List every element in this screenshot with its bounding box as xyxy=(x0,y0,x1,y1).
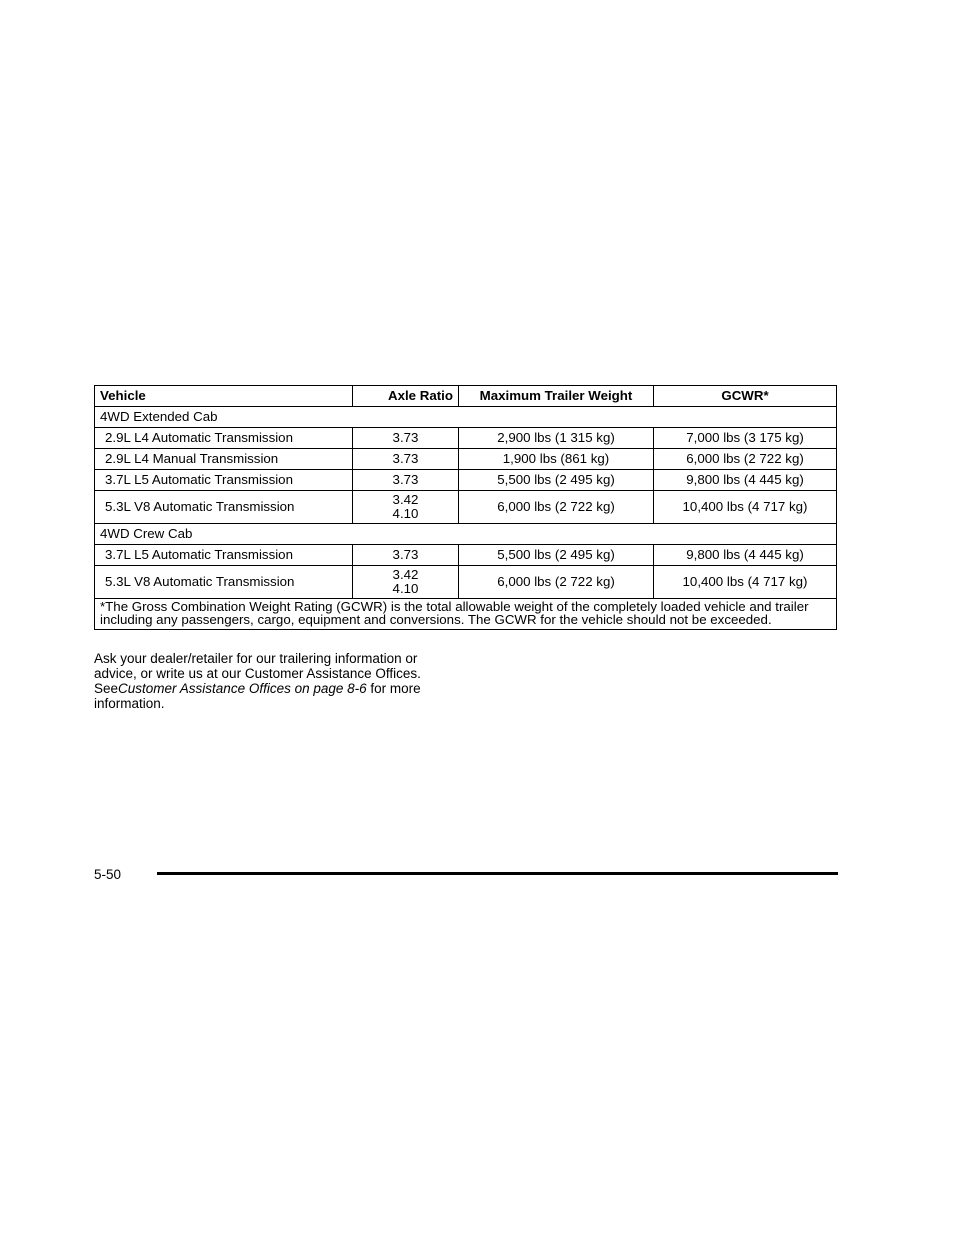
table-row xyxy=(95,545,837,566)
footer-rule xyxy=(157,872,838,875)
group-row xyxy=(95,407,837,428)
group-label: 4WD Crew Cab xyxy=(95,524,837,545)
table-row xyxy=(95,491,837,524)
header-vehicle: Vehicle xyxy=(95,386,353,407)
cell-gcwr: 6,000 lbs (2 722 kg) xyxy=(654,449,837,470)
paragraph-text-end: for more information. xyxy=(94,681,421,711)
cell-axle-ratio xyxy=(353,449,459,470)
group-label: 4WD Extended Cab xyxy=(95,407,837,428)
cell-gcwr: 9,800 lbs (4 445 kg) xyxy=(654,470,837,491)
axle-value: 3.73 xyxy=(392,451,419,466)
axle-value: 4.10 xyxy=(392,506,419,521)
cell-gcwr: 10,400 lbs (4 717 kg) xyxy=(654,491,837,524)
cell-max-trailer-weight: 6,000 lbs (2 722 kg) xyxy=(459,566,654,599)
header-axle-ratio: Axle Ratio xyxy=(353,386,459,407)
cell-axle-ratio xyxy=(353,566,459,599)
axle-value: 3.73 xyxy=(392,547,419,562)
cell-max-trailer-weight: 5,500 lbs (2 495 kg) xyxy=(459,470,654,491)
gcwr-footnote: *The Gross Combination Weight Rating (GCWR) is the total allowable weight of the completely loaded vehicle and trailer including any passengers, cargo, equipment and conversions. The GCWR for the vehicle should not be exceeded. xyxy=(95,599,837,630)
cell-max-trailer-weight: 6,000 lbs (2 722 kg) xyxy=(459,491,654,524)
axle-value: 3.42 xyxy=(392,567,419,582)
cell-vehicle: 3.7L L5 Automatic Transmission xyxy=(95,470,353,491)
paragraph-text: Ask your dealer/retailer for our trailering information or advice, or write us at our Customer Assistance Offices. See xyxy=(94,651,421,696)
footnote-row xyxy=(95,599,837,630)
header-gcwr: GCWR* xyxy=(654,386,837,407)
cell-vehicle: 3.7L L5 Automatic Transmission xyxy=(95,545,353,566)
cell-gcwr: 9,800 lbs (4 445 kg) xyxy=(654,545,837,566)
cell-axle-ratio xyxy=(353,545,459,566)
header-max-trailer-weight: Maximum Trailer Weight xyxy=(459,386,654,407)
axle-value: 3.73 xyxy=(392,430,419,445)
axle-value: 3.42 xyxy=(392,492,419,507)
cell-axle-ratio xyxy=(353,470,459,491)
cell-axle-ratio xyxy=(353,428,459,449)
customer-assistance-link[interactable]: Customer Assistance Offices on page 8-6 xyxy=(118,681,367,696)
cell-vehicle: 2.9L L4 Manual Transmission xyxy=(95,449,353,470)
table-row xyxy=(95,449,837,470)
cell-max-trailer-weight: 2,900 lbs (1 315 kg) xyxy=(459,428,654,449)
trailer-weight-table xyxy=(94,385,837,630)
cell-max-trailer-weight: 1,900 lbs (861 kg) xyxy=(459,449,654,470)
cell-gcwr: 7,000 lbs (3 175 kg) xyxy=(654,428,837,449)
cell-vehicle: 2.9L L4 Automatic Transmission xyxy=(95,428,353,449)
axle-value: 4.10 xyxy=(392,581,419,596)
group-row xyxy=(95,524,837,545)
cell-axle-ratio xyxy=(353,491,459,524)
page-number: 5-50 xyxy=(94,867,122,882)
cell-gcwr: 10,400 lbs (4 717 kg) xyxy=(654,566,837,599)
table-row xyxy=(95,428,837,449)
table-header-row xyxy=(95,386,837,407)
dealer-advice-paragraph xyxy=(94,651,454,711)
table-row xyxy=(95,566,837,599)
table-row xyxy=(95,470,837,491)
cell-vehicle: 5.3L V8 Automatic Transmission xyxy=(95,566,353,599)
axle-value: 3.73 xyxy=(392,472,419,487)
cell-vehicle: 5.3L V8 Automatic Transmission xyxy=(95,491,353,524)
cell-max-trailer-weight: 5,500 lbs (2 495 kg) xyxy=(459,545,654,566)
